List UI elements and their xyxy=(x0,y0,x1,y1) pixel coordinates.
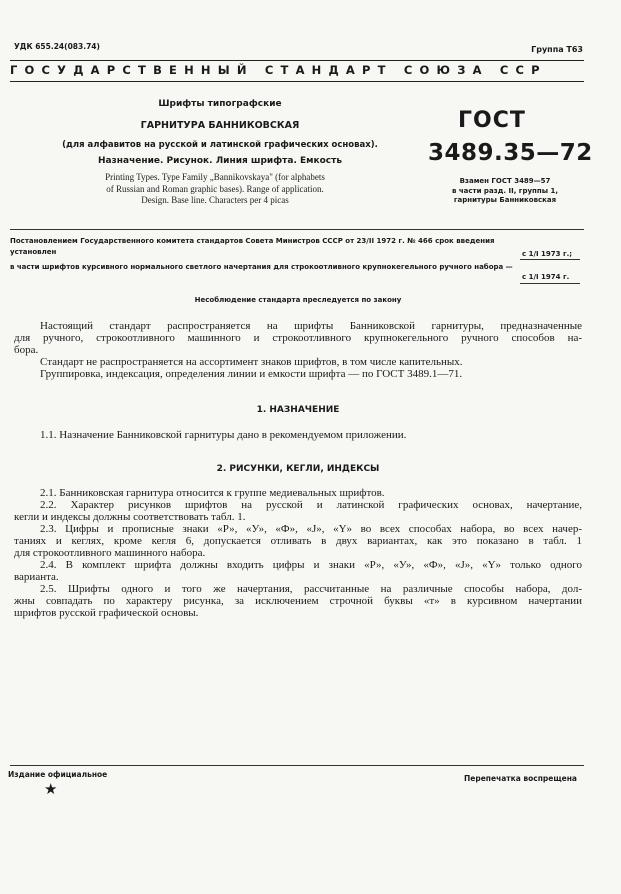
clause-2-3: 2.3. Цифры и прописные знаки «Р», «У», «Ф», «J», «Y» во всех способах набора, во всех начер- xyxy=(40,523,582,535)
title-line-2: ГАРНИТУРА БАННИКОВСКАЯ xyxy=(140,120,300,131)
english-title-line: of Russian and Roman graphic bases). Range of application. xyxy=(106,183,324,194)
clause-2-3-end: для строкоотливного машинного набора. xyxy=(14,547,206,559)
title-line-4: Назначение. Рисунок. Линия шрифта. Емкость xyxy=(97,156,343,166)
intro-paragraph-1: Настоящий стандарт распространяется на шрифты Банниковской гарнитуры, предназначенные xyxy=(40,320,582,332)
replaces-line: гарнитуры Банниковская xyxy=(453,196,557,204)
gost-label: ГОСТ xyxy=(458,108,526,133)
decree-rule xyxy=(10,229,584,230)
decree-line-2: установлен xyxy=(10,248,57,256)
section-2-heading: 2. РИСУНКИ, КЕГЛИ, ИНДЕКСЫ xyxy=(216,464,380,474)
clause-2-2-cont: кегли и индексы должны соответствовать табл. 1. xyxy=(14,511,246,523)
replaces-line: Взамен ГОСТ 3489—57 xyxy=(459,177,551,185)
section-1-paragraph: 1.1. Назначение Банниковской гарнитуры дано в рекомендуемом приложении. xyxy=(40,429,407,441)
legal-warning: Несоблюдение стандарта преследуется по закону xyxy=(194,296,402,304)
group-code: Группа Т63 xyxy=(531,45,583,54)
footer-rule xyxy=(10,765,584,766)
intro-paragraph-3: Группировка, индексация, определения линии и емкости шрифта — по ГОСТ 3489.1—71. xyxy=(40,368,463,380)
clause-2-3-cont: таниях и кеглях, кроме кегля 6, допускается отливать в двух вариантах, как это показано в табл. 1 xyxy=(14,535,582,547)
section-1-heading: 1. НАЗНАЧЕНИЕ xyxy=(256,405,340,415)
standard-banner: ГОСУДАРСТВЕННЫЙ СТАНДАРТ СОЮЗА ССР xyxy=(10,63,547,77)
intro-paragraph-2: Стандарт не распространяется на ассортимент знаков шрифтов, в том числе капительных. xyxy=(40,356,463,368)
decree-line-1: Постановлением Государственного комитета стандартов Совета Министров СССР от 23/II 1972 г. № 466 срок введения xyxy=(10,237,495,245)
decree-line-3: в части шрифтов курсивного нормального светлого начертания для строкоотливного крупнокегельного ручного набора — xyxy=(10,263,513,271)
intro-paragraph-1-cont: для ручного, строкоотливного машинного и строкоотливного крупнокегельного ручного способов на- xyxy=(14,332,582,344)
decree-date-1: с 1/I 1973 г.; xyxy=(522,250,573,258)
top-rule xyxy=(10,60,584,61)
english-title-line: Printing Types. Type Family „Bannikovskaya" (for alphabets xyxy=(105,172,325,182)
clause-2-5-cont: жны совпадать по характеру рисунка, за исключением строчной буквы «т» в курсивном начертании xyxy=(14,595,582,607)
date-1-underline xyxy=(520,259,580,260)
official-edition: Издание официальное xyxy=(8,770,108,779)
clause-2-5: 2.5. Шрифты одного и того же начертания, рассчитанные на различные способы набора, дол- xyxy=(40,583,582,595)
clause-2-1: 2.1. Банниковская гарнитура относится к группе медиевальных шрифтов. xyxy=(40,487,385,499)
reprint-prohibited: Перепечатка воспрещена xyxy=(463,774,577,783)
star-icon: ★ xyxy=(44,780,58,798)
clause-2-2: 2.2. Характер рисунков шрифтов на русской и латинской графических основах, начертание, xyxy=(40,499,582,511)
clause-2-4-end: варианта. xyxy=(14,571,59,583)
title-line-3: (для алфавитов на русской и латинской графических основах). xyxy=(62,140,378,150)
date-2-underline xyxy=(520,283,580,284)
replaces-line: в части разд. II, группы 1, xyxy=(451,186,558,195)
gost-number: 3489.35—72 xyxy=(428,140,593,166)
title-line-1: Шрифты типографские xyxy=(158,99,282,109)
clause-2-4: 2.4. В комплект шрифта должны входить цифры и знаки «Р», «У», «Ф», «J», «Y» только одного xyxy=(40,559,582,571)
clause-2-5-end: шрифтов русской графической основы. xyxy=(14,607,199,619)
intro-paragraph-1-end: бора. xyxy=(14,344,39,356)
banner-rule xyxy=(10,81,584,82)
replaces-note xyxy=(430,177,580,206)
english-title xyxy=(40,172,390,207)
decree-date-2: с 1/I 1974 г. xyxy=(522,273,570,281)
udk-code: УДК 655.24(083.74) xyxy=(14,42,100,51)
english-title-line: Design. Base line. Characters per 4 picas xyxy=(141,195,289,205)
